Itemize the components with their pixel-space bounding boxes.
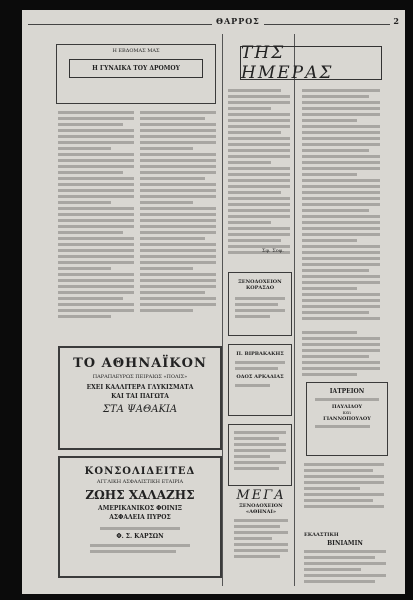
ad-insurance-fire2: ΑΣΦΑΛΕΙΑ ΠΥΡΟΣ: [109, 514, 171, 521]
ad-clinic-doctor1: ΠΑΥΛΙΔΟΥ: [331, 404, 363, 410]
story-header: [56, 44, 216, 104]
ad-insurance-subtitle: ΑΓΓΛΙΚΗ ΑΣΦΑΛΙΣΤΙΚΗ ΕΤΑΙΡΙΑ: [96, 479, 184, 485]
page-number: 2: [390, 16, 399, 26]
ad-clinic-conn: και: [342, 410, 352, 416]
ad-insurance-title: ΚΟΝΣΟΛΙΔΕΙΤΕΔ: [84, 466, 196, 477]
ad-small-text: [228, 424, 292, 486]
ad-clinic: [306, 382, 388, 456]
ad-athinaikon-name: ΤΟ ΑΘΗΝΑΪΚΟΝ: [73, 356, 207, 371]
ad-athinaikon-line1: ΕΧΕΙ ΚΑΛΛΙΤΕΡΑ ΓΛΥΚΙΣΜΑΤΑ: [86, 384, 194, 391]
ad-athinaikon-address: ΠΑΡΑΠΛΕΥΡΩΣ ΠΕΙΡΑΙΩΣ «ΠΟΛΙΣ»: [92, 374, 188, 380]
story-kicker: Η ΕΒΔΟΜΑΣ ΜΑΣ: [112, 48, 160, 54]
ad-mega-line: ΞΕΝΟΔΟΧΕΙΟΝ «ΑΘΗΝΑΙ»: [239, 503, 283, 515]
newspaper-page: [22, 10, 405, 594]
ad-mega-title: ΜΕΓΑ: [236, 488, 286, 503]
story-title-box: [69, 59, 203, 78]
column-banner: ΤΗΣ ΗΜΕΡΑΣ: [240, 46, 382, 80]
clinic-notes: [304, 460, 384, 511]
ad-insurance-agent: Φ. Σ. ΚΑΡΣΩΝ: [116, 533, 164, 540]
newspaper-title: ΘΑΡΡΟΣ: [212, 16, 264, 26]
ad-insurance-fire: ΑΜΕΡΙΚΑΝΙΚΟΣ ΦΟΙΝΙΞ: [98, 505, 182, 512]
column-text-right: [302, 86, 380, 323]
right-lower-text: [302, 328, 380, 379]
ad-pharmacy-street: ΟΔΟΣ ΑΡΚΑΔΙΑΣ: [236, 374, 284, 380]
ad-athinaikon: [58, 346, 222, 450]
column-text-middle: [228, 86, 290, 257]
column-rule-2: [294, 34, 295, 586]
story-text-left: [58, 108, 134, 321]
ad-athinaikon-line2: ΚΑΙ ΤΑΙ ΠΑΓΩΤΑ: [111, 393, 169, 400]
ad-insurance-life: ΖΩΗΣ ΧΑΛΑΖΗΣ: [85, 488, 195, 502]
ad-athinaikon-line3: ΣΤΑ ΨΑΘΑΚΙΑ: [102, 404, 178, 415]
story-text-right: [140, 108, 216, 315]
ad-pharmacy: [228, 344, 292, 416]
column-signature: Σφ. Σοφ.: [262, 248, 284, 254]
ad-pharmacy-name: Π. ΒΙΡΒΑΚΑΚΗΣ: [236, 351, 284, 357]
page-header: [22, 10, 405, 32]
story-title: Η ΓΥΝΑΙΚΑ ΤΟΥ ΔΡΟΜΟΥ: [92, 65, 180, 72]
ad-hotel: [228, 272, 292, 336]
ad-bottom-right-name: ΒΙΝΙΑΜΙΝ: [327, 540, 363, 547]
ad-bottom-right-heading: ΕΚΛΑΣΤΙΚΗ: [304, 532, 339, 538]
ad-clinic-title: ΙΑΤΡΕΙΟΝ: [329, 388, 365, 395]
ad-insurance: [58, 456, 222, 578]
ad-bottom-right: [304, 532, 386, 586]
column-rule-1: [222, 34, 223, 586]
ad-clinic-doctor2: ΓΙΑΝΝΟΠΟΥΛΟΥ: [323, 416, 371, 422]
ad-hotel-name: ΞΕΝΟΔΟΧΕΙΟΝ ΚΟΡΑΣΔΟ: [238, 279, 282, 291]
ad-mega: [228, 488, 294, 562]
